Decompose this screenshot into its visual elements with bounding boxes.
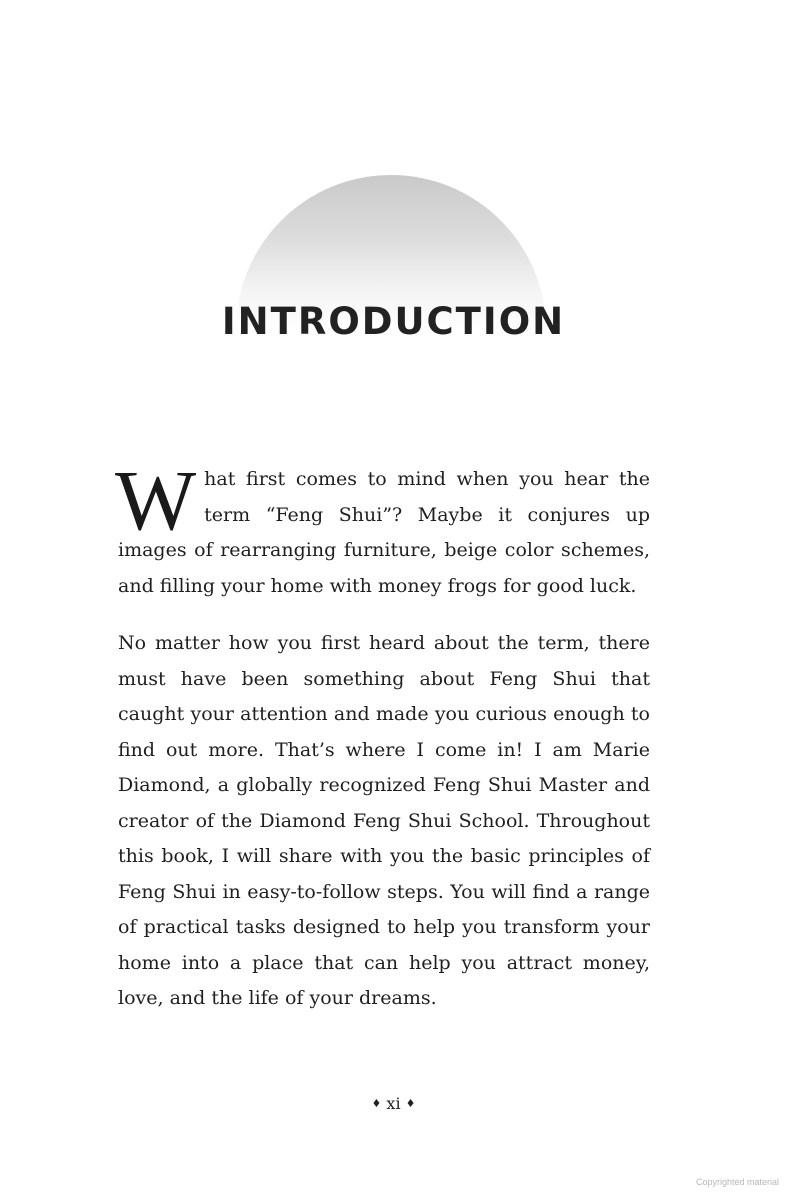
diamond-ornament-right: ♦ [405, 1097, 416, 1110]
page-footer [0, 1094, 787, 1113]
paragraph-1 [115, 452, 650, 604]
paragraph-1-text: hat first comes to mind when you hear the term “Feng Shui”? Maybe it conjures up images of rearranging furniture, beige color schemes, and filling your home with money frogs for good luck. [118, 468, 650, 597]
paragraph-2: No matter how you first heard about the term, there must have been something about Feng Shui that caught your attention and made you curious enough to find out more. That’s where I come in! I am Marie Diamond, a globally recognized Feng Shui Master and creator of the Diamond Feng Shui School. Throughout this book, I will share with you the basic principles of Feng Shui in easy-to-follow steps. You will find a range of practical tasks designed to help you transform your home into a place that can help you attract money, love, and the life of your dreams. [118, 632, 650, 1009]
diamond-ornament-left: ♦ [371, 1097, 382, 1110]
chapter-title: INTRODUCTION [221, 300, 566, 343]
body-text [115, 452, 650, 1017]
page-number: xi [386, 1094, 401, 1113]
copyright-watermark: Copyrighted material [695, 1177, 779, 1187]
drop-cap: W [115, 452, 197, 548]
